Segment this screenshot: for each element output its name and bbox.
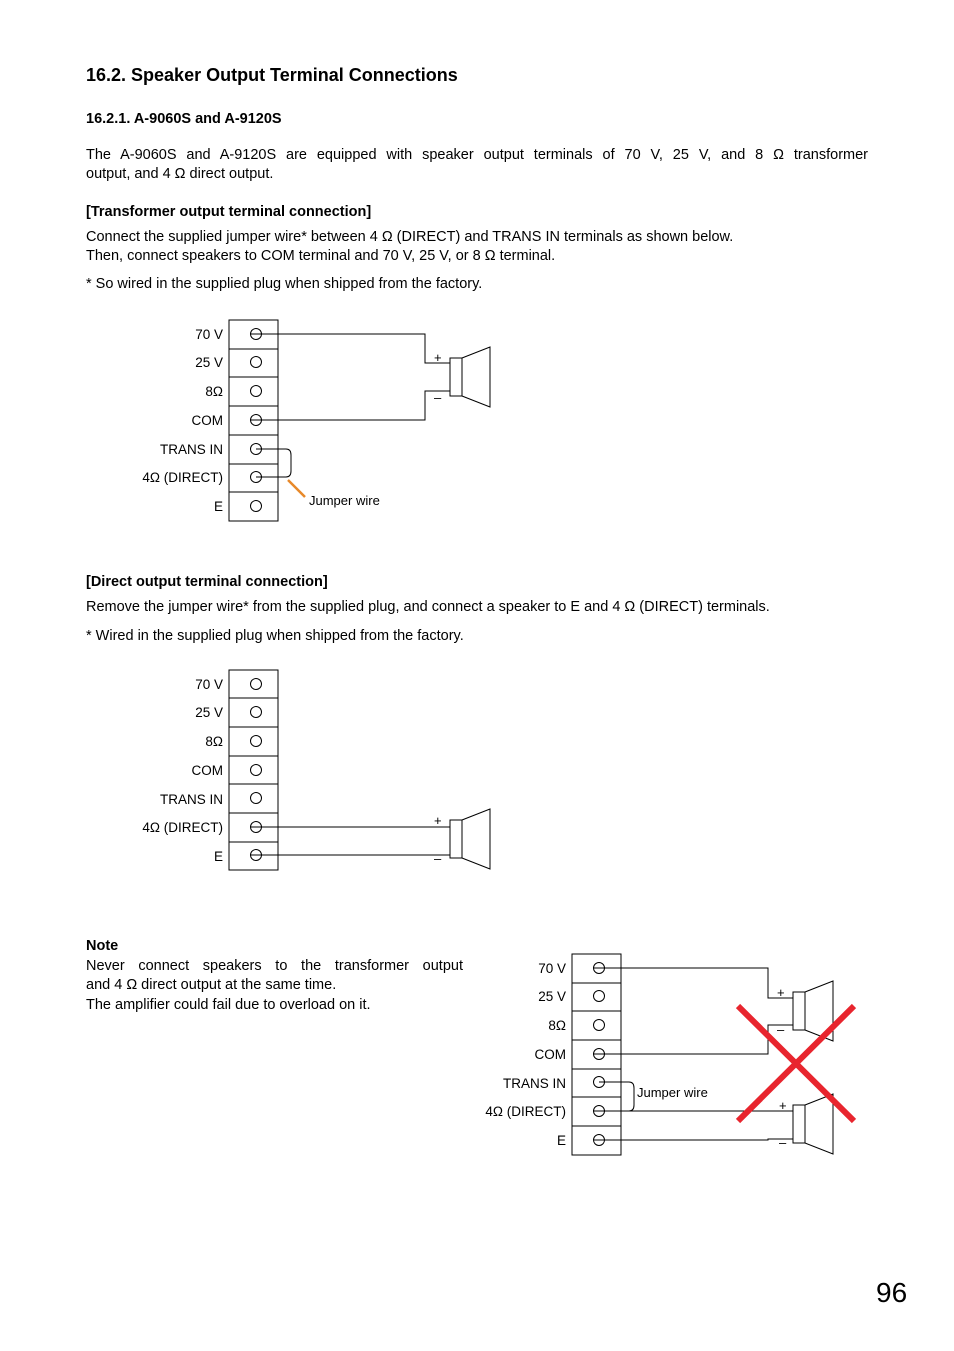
terminal-label-4ohm-direct: 4Ω (DIRECT) [142, 820, 223, 835]
jumper-label: Jumper wire [637, 1085, 708, 1100]
page-number: 96 [876, 1277, 908, 1308]
terminal-labels [485, 961, 566, 1148]
polarity-plus: + [434, 350, 442, 365]
intro-line-1: The A-9060S and A-9120S are equipped with speaker output terminals of 70 V, 25 V, and 8 Ω transformer [86, 147, 868, 163]
terminal-label-8ohm: 8Ω [548, 1018, 566, 1033]
speaker-wires [594, 968, 793, 1140]
terminal-label-70v: 70 V [195, 327, 223, 342]
polarity-minus: – [434, 851, 442, 866]
terminal-label-trans-in: TRANS IN [159, 442, 223, 457]
section-title: 16.2. Speaker Output Terminal Connections [86, 65, 458, 85]
polarity-minus: – [434, 390, 442, 405]
transformer-footnote: * So wired in the supplied plug when shipped from the factory. [86, 276, 483, 292]
terminal-labels [142, 327, 223, 514]
terminal-label-com: COM [534, 1047, 566, 1062]
prohibited-connection-diagram [470, 945, 870, 1165]
prohibited-cross-icon [738, 1006, 854, 1121]
polarity-plus-lower: + [779, 1098, 787, 1113]
terminal-label-8ohm: 8Ω [205, 384, 223, 399]
terminal-label-com: COM [191, 413, 223, 428]
terminal-label-70v: 70 V [195, 677, 223, 692]
jumper-pointer [288, 480, 305, 497]
intro-line-2: output, and 4 Ω direct output. [86, 166, 274, 182]
terminal-label-25v: 25 V [538, 989, 566, 1004]
terminal-label-8ohm: 8Ω [205, 734, 223, 749]
note-line-2: and 4 Ω direct output at the same time. [86, 977, 337, 993]
terminal-label-70v: 70 V [538, 961, 566, 976]
speaker-wires [251, 827, 450, 855]
note-line-1: Never connect speakers to the transformer output [86, 958, 463, 974]
speaker-icon-lower [793, 1094, 833, 1154]
terminal-label-e: E [213, 849, 223, 864]
terminal-label-e: E [556, 1133, 566, 1148]
speaker-icon [450, 347, 490, 407]
terminal-label-trans-in: TRANS IN [159, 792, 223, 807]
note-heading: Note [86, 938, 119, 954]
polarity-minus-lower: – [779, 1135, 787, 1150]
speaker-wires [251, 334, 450, 420]
speaker-icon [450, 809, 490, 869]
note-line-3: The amplifier could fail due to overload on it. [86, 997, 371, 1013]
transformer-connection-diagram [120, 310, 510, 535]
polarity-plus: + [434, 813, 442, 828]
transformer-line-2: Then, connect speakers to COM terminal and 70 V, 25 V, or 8 Ω terminal. [86, 248, 556, 264]
terminal-label-com: COM [191, 763, 223, 778]
transformer-heading: [Transformer output terminal connection] [86, 204, 372, 220]
transformer-line-1: Connect the supplied jumper wire* between 4 Ω (DIRECT) and TRANS IN terminals as shown below. [86, 229, 734, 245]
direct-line-1: Remove the jumper wire* from the supplied plug, and connect a speaker to E and 4 Ω (DIRECT) terminals. [86, 599, 770, 615]
polarity-minus-upper: – [777, 1022, 785, 1037]
jumper-wire [256, 449, 291, 477]
direct-connection-diagram [120, 660, 510, 880]
terminal-label-e: E [213, 499, 223, 514]
terminal-label-25v: 25 V [195, 705, 223, 720]
terminal-labels [142, 677, 223, 864]
polarity-plus-upper: + [777, 985, 785, 1000]
subsection-title: 16.2.1. A-9060S and A-9120S [86, 111, 282, 127]
terminal-label-25v: 25 V [195, 355, 223, 370]
jumper-label: Jumper wire [309, 493, 380, 508]
terminal-label-trans-in: TRANS IN [502, 1076, 566, 1091]
terminal-label-4ohm-direct: 4Ω (DIRECT) [142, 470, 223, 485]
terminal-block [229, 670, 278, 870]
direct-footnote: * Wired in the supplied plug when shipped from the factory. [86, 628, 464, 644]
direct-heading: [Direct output terminal connection] [86, 574, 328, 590]
terminal-label-4ohm-direct: 4Ω (DIRECT) [485, 1104, 566, 1119]
